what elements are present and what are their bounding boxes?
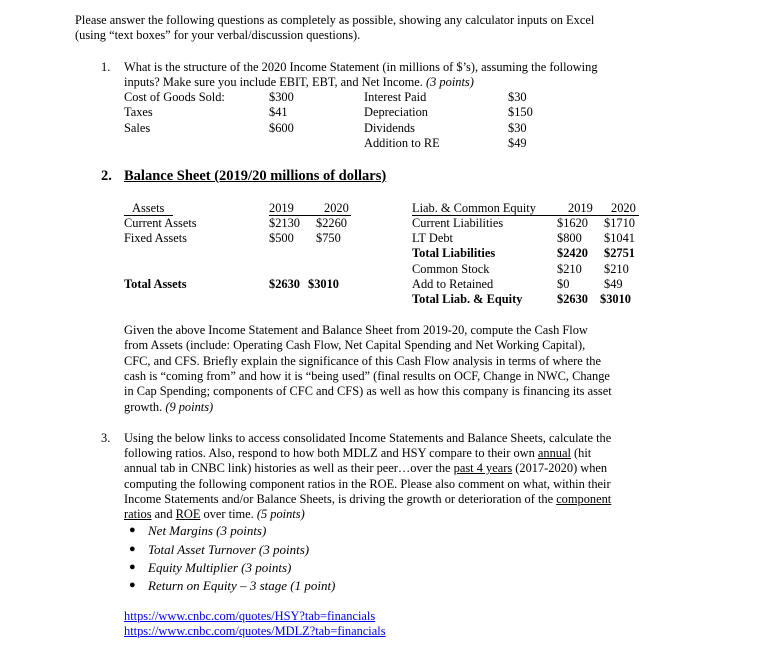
liab-label: Total Liabilities: [412, 246, 496, 260]
bullet-icon: ●: [129, 579, 136, 591]
q2-para-last: [124, 400, 213, 415]
q3-l6u1: ratios: [124, 507, 152, 521]
liab-label: Total Liab. & Equity: [412, 292, 523, 306]
q1-input-value: $49: [508, 136, 527, 150]
q2-para-line: Given the above Income Statement and Balance Sheet from 2019-20, compute the Cash Flow: [124, 323, 588, 337]
q3-line-1: Using the below links to access consolidated Income Statements and Balance Sheets, calculate the: [124, 431, 612, 445]
liab-2019: $210: [557, 262, 582, 276]
liab-2020: $2751: [604, 246, 635, 260]
q1-input-label: Interest Paid: [364, 90, 427, 104]
q1-input-value: $150: [508, 105, 533, 119]
q1-line-2-text: inputs? Make sure you include EBIT, EBT, and Net Income.: [124, 75, 423, 89]
q1-input-label: Dividends: [364, 121, 415, 135]
total-assets-2019: $2630: [269, 277, 300, 291]
intro-line-1: Please answer the following questions as completely as possible, showing any calculator inputs on Excel: [75, 13, 595, 27]
q3-l2a: following ratios. Also, respond to how both MDLZ and HSY compare to their own: [124, 446, 538, 460]
q1-number: 1.: [101, 60, 111, 74]
q3-line-2: [124, 446, 591, 461]
q3-line-3: [124, 461, 607, 476]
q2-number: 2.: [101, 168, 112, 184]
asset-2019: $2130: [269, 216, 300, 230]
q3-l5u: component: [556, 492, 612, 506]
liab-2019: $2420: [557, 246, 588, 260]
q1-input-value: $600: [269, 121, 294, 135]
liab-label: Add to Retained: [412, 277, 494, 291]
q1-input-value: $41: [269, 105, 288, 119]
liab-year-2020: 2020: [611, 201, 636, 215]
q1-line-1: What is the structure of the 2020 Income Statement (in millions of $’s), assuming the following: [124, 60, 598, 74]
liab-2020: $210: [604, 262, 629, 276]
q3-l6u2: ROE: [175, 507, 201, 521]
q3-line-6: [124, 507, 305, 522]
q3-line-4: computing the following component ratios in the ROE. Please also comment on what, within their: [124, 477, 611, 491]
q3-l3: annual tab in CNBC link) histories as well as their peer…over the: [124, 461, 454, 475]
assets-header: [124, 201, 164, 216]
bullet-item: Total Asset Turnover (3 points): [148, 542, 310, 557]
liab-2019: $1620: [557, 216, 588, 230]
q1-input-label: Sales: [124, 121, 151, 135]
liab-2020: $1710: [604, 216, 635, 230]
mdlz-link[interactable]: https://www.cnbc.com/quotes/MDLZ?tab=financials: [124, 624, 386, 638]
liab-header-text: Liab. & Common Equity: [412, 201, 536, 215]
q1-input-value: $30: [508, 90, 527, 104]
q3-points: (5 points): [256, 507, 305, 521]
bullet-item: Return on Equity – 3 stage (1 point): [148, 578, 336, 593]
hsy-link[interactable]: https://www.cnbc.com/quotes/HSY?tab=financials: [124, 609, 376, 623]
q2-para-line: from Assets (include: Operating Cash Flow, Net Capital Spending and Net Working Capital),: [124, 338, 586, 352]
assets-year-2019: 2019: [269, 201, 294, 215]
assets-year-header: [269, 201, 351, 216]
total-assets-2020: $3010: [308, 277, 339, 291]
q1-input-label: Addition to RE: [364, 136, 440, 150]
q2-para-last-text: growth.: [124, 400, 163, 414]
q3-l3u: past 4 years: [453, 461, 513, 475]
liab-2020: $1041: [604, 231, 635, 245]
assets-header-text: Assets: [132, 201, 165, 215]
liab-2020: $3010: [600, 292, 631, 306]
bullet-icon: ●: [129, 543, 136, 555]
liab-label: Current Liabilities: [412, 216, 504, 230]
q3-l6b: over time.: [200, 507, 257, 521]
q3-number: 3.: [101, 431, 111, 445]
q3-l3b: (2017-2020) when: [512, 461, 608, 475]
q2-heading: Balance Sheet (2019/20 millions of dollars): [124, 168, 387, 184]
bullet-item: Net Margins (3 points): [148, 523, 267, 538]
bullet-icon: ●: [129, 561, 136, 573]
asset-label: Current Assets: [124, 216, 197, 230]
liab-label: Common Stock: [412, 262, 490, 276]
total-assets-label: Total Assets: [124, 277, 187, 291]
liab-header: [412, 201, 639, 216]
q1-points: (3 points): [426, 75, 474, 89]
liab-2020: $49: [604, 277, 623, 291]
liab-2019: $0: [557, 277, 570, 291]
q3-l2u: annual: [537, 446, 571, 460]
q2-para-line: cash is “coming from” and how it is “being used” (final results on OCF, Change in NWC, Change: [124, 369, 610, 383]
asset-2019: $500: [269, 231, 294, 245]
q3-l5a: Income Statements and/or Balance Sheets, is driving the growth or deterioration of the: [124, 492, 557, 506]
liab-year-2019: 2019: [568, 201, 593, 215]
q2-points: (9 points): [165, 400, 214, 414]
q2-para-line: CFC, and CFS. Briefly explain the significance of this Cash Flow analysis in terms of where the: [124, 354, 601, 368]
liab-label: LT Debt: [412, 231, 453, 245]
q1-input-value: $30: [508, 121, 527, 135]
asset-2020: $750: [316, 231, 341, 245]
q3-line-5: [124, 492, 611, 507]
assets-year-2020: 2020: [324, 201, 349, 215]
q1-input-label: Cost of Goods Sold:: [124, 90, 225, 104]
asset-label: Fixed Assets: [124, 231, 187, 245]
q1-input-value: $300: [269, 90, 294, 104]
q1-input-label: Taxes: [124, 105, 153, 119]
bullet-icon: ●: [129, 524, 136, 536]
q3-l2b: (hit: [570, 446, 592, 460]
q1-line-2: [124, 75, 474, 90]
asset-2020: $2260: [316, 216, 347, 230]
q1-input-label: Depreciation: [364, 105, 428, 119]
q3-l6a: and: [151, 507, 176, 521]
q2-para-line: in Cap Spending; components of CFC and CFS) as well as how this company is financing its asset: [124, 384, 612, 398]
bullet-item: Equity Multiplier (3 points): [148, 560, 292, 575]
intro-line-2: (using “text boxes” for your verbal/discussion questions).: [75, 28, 361, 42]
liab-2019: $800: [557, 231, 582, 245]
liab-2019: $2630: [557, 292, 588, 306]
